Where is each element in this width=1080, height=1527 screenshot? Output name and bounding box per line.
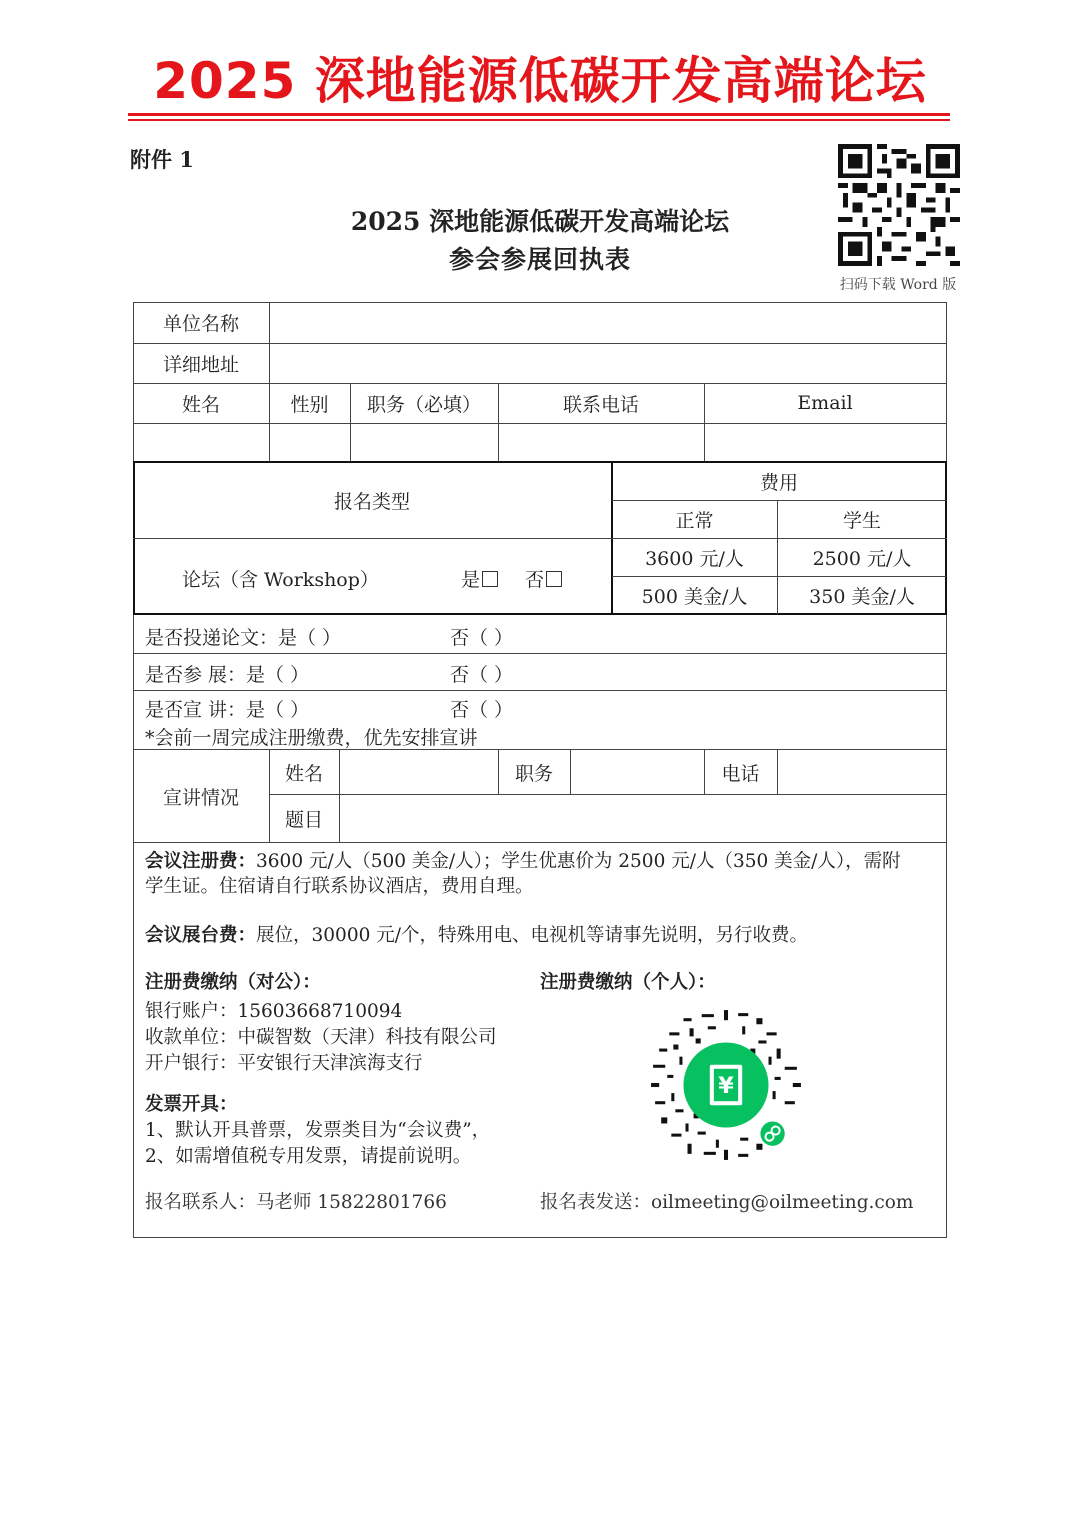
payment-qr-code[interactable] bbox=[645, 1004, 807, 1166]
speech-info-label: 宣讲情况 bbox=[162, 786, 239, 809]
speaker-title-field[interactable] bbox=[571, 750, 704, 794]
invoice-item-1: 1、默认开具普票，发票类目为“会议费”， bbox=[145, 1120, 491, 1141]
speaker-name-field[interactable] bbox=[340, 750, 498, 794]
attachment-label: 附件 1 bbox=[130, 147, 194, 172]
speaker-phone-field[interactable] bbox=[778, 750, 946, 794]
attendee-email-field[interactable] bbox=[705, 424, 946, 461]
reg-fee-line2: 学生证。住宿请自行联系协议酒店，费用自理。 bbox=[145, 876, 534, 897]
row-line bbox=[133, 690, 947, 691]
form-title: 2025 深地能源低碳开发高端论坛 bbox=[350, 207, 730, 236]
reg-fee-line1 bbox=[145, 847, 901, 873]
forum-yes-option[interactable] bbox=[461, 565, 498, 592]
reg-type-label: 报名类型 bbox=[333, 490, 410, 513]
forum-yes-label: 是 bbox=[461, 569, 481, 591]
row-line bbox=[133, 842, 947, 843]
reg-fee-label: 会议注册费： bbox=[145, 851, 257, 872]
speech-question[interactable]: 是否宣 讲：是（ ） bbox=[145, 699, 310, 721]
header-email: Email bbox=[797, 392, 853, 414]
forum-label: 论坛（含 Workshop） bbox=[182, 569, 379, 591]
address-field[interactable] bbox=[270, 344, 946, 383]
personal-pay-label: 注册费缴纳（个人）： bbox=[540, 972, 716, 993]
banner-rule bbox=[128, 113, 950, 116]
paper-question[interactable]: 是否投递论文：是（ ） bbox=[145, 627, 342, 649]
payee: 收款单位：中碳智数（天津）科技有限公司 bbox=[145, 1027, 497, 1048]
form-subtitle: 参会参展回执表 bbox=[448, 245, 631, 274]
topic-field[interactable] bbox=[340, 795, 946, 842]
forum-no-checkbox[interactable] bbox=[546, 571, 562, 587]
reg-fee-text: 3600 元/人（500 美金/人）；学生优惠价为 2500 元/人（350 美金/人），需附 bbox=[256, 851, 901, 872]
header-gender: 性别 bbox=[290, 393, 329, 416]
speaker-name-label: 姓名 bbox=[284, 762, 323, 785]
header-position: 职务（必填） bbox=[366, 393, 481, 416]
row-line bbox=[133, 653, 947, 654]
svg-text:¥: ¥ bbox=[718, 1073, 734, 1100]
fee-student-cny: 2500 元/人 bbox=[812, 548, 912, 570]
speaker-phone-label: 电话 bbox=[721, 762, 760, 785]
student-label: 学生 bbox=[842, 509, 881, 532]
attendee-gender-field[interactable] bbox=[270, 424, 350, 461]
invoice-label: 发票开具： bbox=[145, 1094, 238, 1115]
speech-no-option[interactable]: 否（ ） bbox=[450, 699, 514, 721]
normal-label: 正常 bbox=[675, 509, 714, 532]
header-name: 姓名 bbox=[181, 393, 220, 416]
exhibit-question[interactable]: 是否参 展：是（ ） bbox=[145, 664, 310, 686]
org-name-field[interactable] bbox=[270, 303, 946, 343]
booth-fee-label: 会议展台费： bbox=[145, 925, 257, 946]
qr-caption: 扫码下载 Word 版 bbox=[839, 277, 957, 293]
forum-no-option[interactable] bbox=[525, 565, 562, 592]
fee-normal-usd: 500 美金/人 bbox=[641, 586, 748, 608]
forum-yes-checkbox[interactable] bbox=[482, 571, 498, 587]
attendee-position-field[interactable] bbox=[351, 424, 498, 461]
header-phone: 联系电话 bbox=[562, 393, 639, 416]
banner-rule-thin bbox=[128, 119, 950, 121]
topic-label: 题目 bbox=[284, 809, 323, 831]
send-to-email[interactable]: 报名表发送：oilmeeting@oilmeeting.com bbox=[540, 1192, 914, 1213]
speech-note: *会前一周完成注册缴费，优先安排宣讲 bbox=[145, 727, 478, 749]
speaker-title-label: 职务 bbox=[514, 762, 553, 785]
booth-fee-line bbox=[145, 921, 808, 947]
contact-person: 报名联系人：马老师 15822801766 bbox=[145, 1192, 447, 1213]
forum-no-label: 否 bbox=[525, 569, 545, 591]
fee-normal-cny: 3600 元/人 bbox=[645, 548, 744, 570]
booth-fee-text: 展位，30000 元/个，特殊用电、电视机等请事先说明，另行收费。 bbox=[256, 925, 808, 946]
banner-title: 2025 深地能源低碳开发高端论坛 bbox=[153, 52, 927, 110]
invoice-item-2: 2、如需增值税专用发票，请提前说明。 bbox=[145, 1146, 472, 1167]
exhibit-no-option[interactable]: 否（ ） bbox=[450, 664, 514, 686]
fee-student-usd: 350 美金/人 bbox=[809, 586, 915, 608]
corp-pay-label: 注册费缴纳（对公）： bbox=[145, 972, 321, 993]
attendee-phone-field[interactable] bbox=[499, 424, 704, 461]
attendee-name-field[interactable] bbox=[134, 424, 269, 461]
org-name-label: 单位名称 bbox=[162, 313, 239, 335]
address-label: 详细地址 bbox=[162, 353, 239, 376]
fee-label: 费用 bbox=[759, 471, 798, 494]
bank-name: 开户银行：平安银行天津滨海支行 bbox=[145, 1053, 423, 1074]
bank-account: 银行账户：15603668710094 bbox=[145, 1001, 403, 1022]
table-border-bottom bbox=[133, 1237, 947, 1238]
table-border-right bbox=[946, 302, 947, 1238]
paper-no-option[interactable]: 否（ ） bbox=[450, 627, 514, 649]
